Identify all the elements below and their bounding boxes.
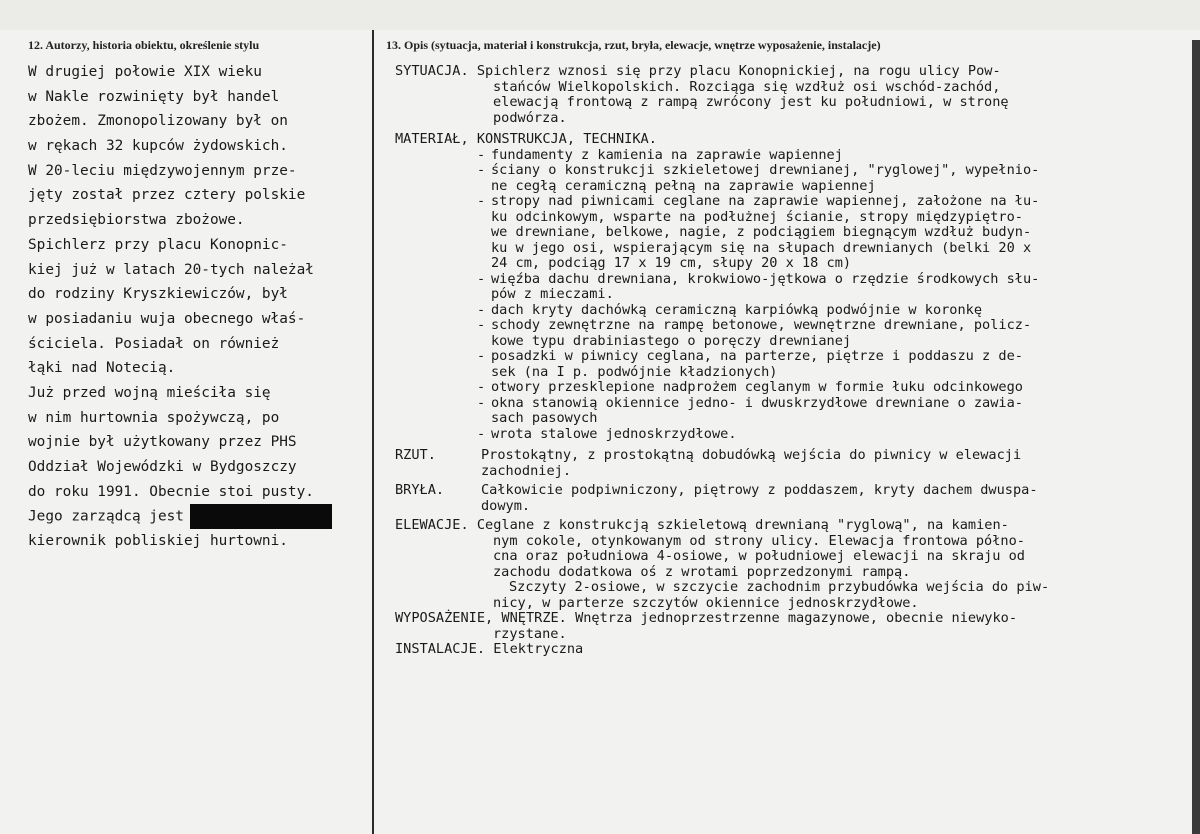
history-line: jęty został przez cztery polskie bbox=[28, 187, 306, 204]
material-item: - schody zewnętrzne na rampę betonowe, wewnętrzne drewniane, policz- bbox=[477, 317, 1032, 333]
scan-top-margin bbox=[0, 0, 1200, 30]
history-line: Już przed wojną mieściła się bbox=[28, 384, 271, 401]
history-line: w Nakle rozwinięty był handel bbox=[28, 88, 280, 105]
history-line: Oddział Wojewódzki w Bydgoszczy bbox=[28, 459, 297, 475]
history-line: Jego zarządcą jest bbox=[28, 508, 184, 525]
wyposazenie-line: Wnętrza jednoprzestrzenne magazynowe, obecnie niewyko- bbox=[575, 610, 1018, 626]
material-item: - więźba dachu drewniana, krokwiowo-jętkowa o rzędzie środkowych słu- bbox=[477, 270, 1040, 287]
material-item-cont: pów z mieczami. bbox=[491, 286, 614, 302]
material-item: - ściany o konstrukcji szkieletowej drewnianej, "ryglowej", wypełnio- bbox=[477, 162, 1040, 178]
bryla-line: dowym. bbox=[481, 497, 531, 514]
history-line: do rodziny Kryszkiewiczów, był bbox=[28, 286, 288, 303]
sytuacja-line: podwórza. bbox=[493, 109, 567, 126]
elewacje-label: ELEWACJE. bbox=[395, 517, 469, 533]
elewacje-line: Szczyty 2-osiowe, w szczycie zachodnim przybudówka wejścia do piw- bbox=[509, 579, 1050, 595]
material-item-cont: sek (na I p. podwójnie kładzionych) bbox=[491, 363, 778, 380]
history-line: Spichlerz przy placu Konopnic- bbox=[28, 236, 288, 253]
instalacje-value: Elektryczna bbox=[493, 641, 584, 657]
sytuacja-line: elewacją frontową z rampą zwrócony jest ku południowi, w stronę bbox=[493, 94, 1009, 110]
material-section bbox=[395, 132, 1185, 442]
history-line: wojnie był użytkowany przez PHS bbox=[28, 434, 297, 451]
history-column bbox=[28, 60, 368, 554]
section-13-header: 13. Opis (sytuacja, materiał i konstrukcja, rzut, bryła, elewacje, wnętrze wyposażenie, instalacje) bbox=[386, 38, 881, 52]
sytuacja-label: SYTUACJA. bbox=[395, 63, 469, 79]
material-item-cont: we drewniane, belkowe, nagie, z podciągiem biegnącym wzdłuż budyn- bbox=[491, 224, 1032, 240]
material-item-cont: kowe typu drabiniastego o poręczy drewnianej bbox=[491, 332, 852, 349]
history-line: przedsiębiorstwa zbożowe. bbox=[28, 212, 245, 229]
column-divider bbox=[372, 30, 374, 834]
material-item-cont: 24 cm, podciąg 17 x 19 cm, słupy 20 x 18 cm) bbox=[491, 255, 852, 271]
redaction-bar bbox=[190, 504, 332, 529]
history-line: kierownik pobliskiej hurtowni. bbox=[28, 533, 288, 550]
history-line: do roku 1991. Obecnie stoi pusty. bbox=[28, 483, 314, 500]
material-item: - stropy nad piwnicami ceglane na zaprawie wapiennej, założone na łu- bbox=[477, 193, 1040, 209]
material-item-cont: ku odcinkowym, wsparte na podłużnej ścianie, stropy międzypiętro- bbox=[491, 208, 1023, 225]
elewacje-section bbox=[395, 518, 1185, 611]
history-line: w nim hurtownia spożywczą, po bbox=[28, 409, 280, 426]
bryla-label: BRYŁA. bbox=[395, 482, 445, 498]
wyposazenie-section bbox=[395, 611, 1185, 642]
history-line: W 20-leciu międzywojennym prze- bbox=[28, 162, 297, 179]
material-item: - posadzki w piwnicy ceglana, na parterze, piętrze i poddaszu z de- bbox=[477, 348, 1023, 364]
history-line: łąki nad Notecią. bbox=[28, 360, 176, 377]
scan-right-edge bbox=[1192, 40, 1200, 834]
sytuacja-line: stańców Wielkopolskich. Rozciąga się wzdłuż osi wschód-zachód, bbox=[493, 78, 1001, 95]
sytuacja-section bbox=[395, 64, 1185, 126]
material-item: - fundamenty z kamienia na zaprawie wapiennej bbox=[477, 146, 843, 163]
description-column bbox=[395, 64, 1185, 658]
rzut-section bbox=[395, 448, 1185, 479]
instalacje-label: INSTALACJE. bbox=[395, 641, 486, 657]
rzut-line: Prostokątny, z prostokątną dobudówką wejścia do piwnicy w elewacji bbox=[481, 447, 1022, 463]
material-item-cont: ku w jego osi, wspierającym się na słupach drewnianych (belki 20 x bbox=[491, 239, 1032, 256]
history-line: w posiadaniu wuja obecnego właś- bbox=[28, 310, 306, 327]
material-label: MATERIAŁ, KONSTRUKCJA, TECHNIKA. bbox=[395, 131, 657, 147]
material-item: - wrota stalowe jednoskrzydłowe. bbox=[477, 425, 737, 442]
material-item: - dach kryty dachówką ceramiczną karpiówką podwójnie w koronkę bbox=[477, 301, 983, 318]
wyposazenie-label: WYPOSAŻENIE, WNĘTRZE. bbox=[395, 610, 567, 626]
elewacje-line: nym cokole, otynkowanym od strony ulicy. Elewacja frontowa półno- bbox=[493, 532, 1025, 549]
sytuacja-line: Spichlerz wznosi się przy placu Konopnickiej, na rogu ulicy Pow- bbox=[476, 63, 1001, 79]
material-item-cont: sach pasowych bbox=[491, 410, 598, 426]
material-item: - otwory przesklepione nadprożem ceglanym w formie łuku odcinkowego bbox=[477, 379, 1023, 395]
rzut-line: zachodniej. bbox=[481, 462, 572, 479]
rzut-label: RZUT. bbox=[395, 447, 436, 463]
elewacje-line: zachodu dodatkowa oś z wrotami poprzedzonymi rampą. bbox=[493, 563, 911, 580]
history-line-with-redaction bbox=[28, 504, 368, 529]
section-12-header: 12. Autorzy, historia obiektu, określenie stylu bbox=[28, 38, 260, 52]
bryla-line: Całkowicie podpiwniczony, piętrowy z poddaszem, kryty dachem dwuspa- bbox=[481, 482, 1038, 498]
wyposazenie-line: rzystane. bbox=[493, 625, 567, 642]
history-line: w rękach 32 kupców żydowskich. bbox=[28, 138, 288, 155]
instalacje-section bbox=[395, 642, 1185, 658]
material-item: - okna stanowią okiennice jedno- i dwuskrzydłowe drewniane o zawia- bbox=[477, 394, 1023, 411]
history-line: zbożem. Zmonopolizowany był on bbox=[28, 113, 288, 130]
elewacje-line: Ceglane z konstrukcją szkieletową drewnianą "ryglową", na kamien- bbox=[476, 517, 1009, 533]
elewacje-line: nicy, w parterze szczytów okiennice jednoskrzydłowe. bbox=[493, 594, 919, 611]
elewacje-line: cna oraz południowa 4-osiowe, w południowej elewacji na skraju od bbox=[493, 548, 1025, 564]
material-item-cont: ne cegłą ceramiczną pełną na zaprawie wapiennej bbox=[491, 177, 876, 194]
material-list bbox=[395, 148, 1185, 443]
history-line: kiej już w latach 20-tych należał bbox=[28, 261, 314, 278]
bryla-section bbox=[395, 483, 1185, 514]
history-line: ściciela. Posiadał on również bbox=[28, 335, 280, 352]
history-line: W drugiej połowie XIX wieku bbox=[28, 64, 262, 80]
